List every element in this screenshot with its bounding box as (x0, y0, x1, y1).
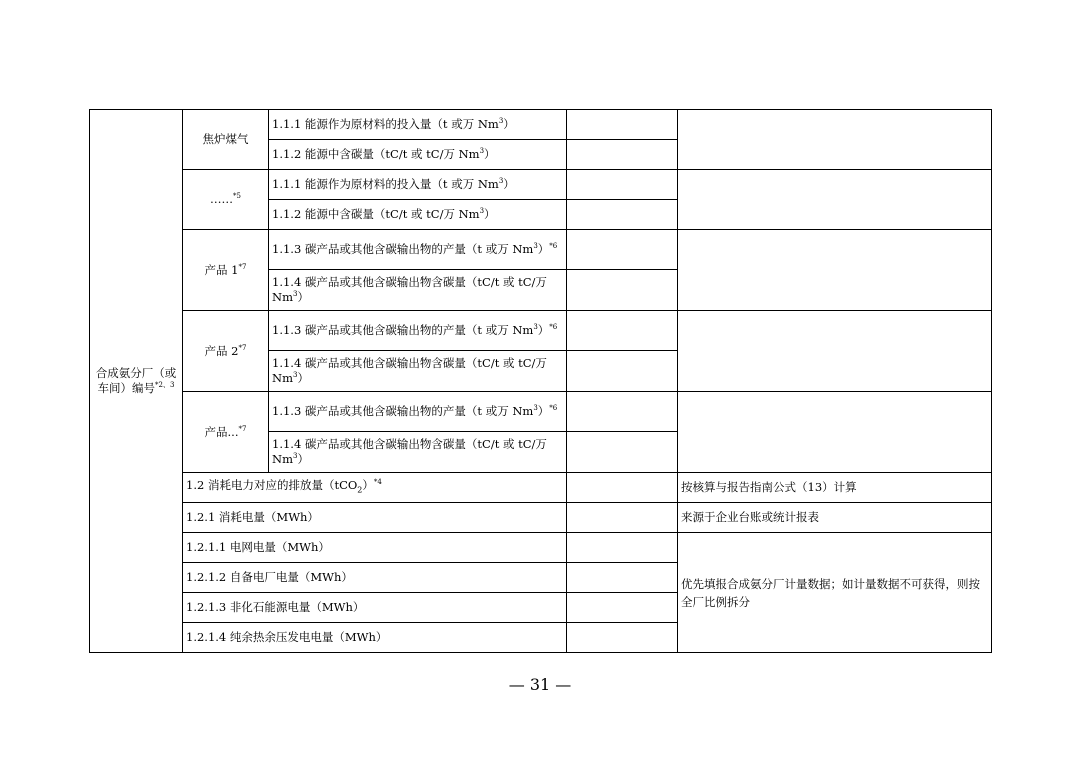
item-label: 1.1.1 能源作为原材料的投入量（t 或万 Nm$^3$） (269, 110, 567, 140)
item-label: 1.1.4 碳产品或其他含碳输出物含碳量（tC/t 或 tC/万 Nm$^3$） (269, 351, 567, 392)
value-cell[interactable] (567, 110, 678, 140)
value-cell[interactable] (567, 140, 678, 170)
value-cell[interactable] (567, 200, 678, 230)
value-cell[interactable] (567, 473, 678, 503)
note-cell (678, 230, 992, 311)
note-cell: 按核算与报告指南公式（13）计算 (678, 473, 992, 503)
value-cell[interactable] (567, 270, 678, 311)
captive-plant-electricity-label: 1.2.1.2 自备电厂电量（MWh） (183, 563, 567, 593)
note-cell (678, 392, 992, 473)
value-cell[interactable] (567, 351, 678, 392)
item-label: 1.1.4 碳产品或其他含碳输出物含碳量（tC/t 或 tC/万 Nm$^3$） (269, 432, 567, 473)
note-cell: 来源于企业台账或统计报表 (678, 503, 992, 533)
grid-electricity-label: 1.2.1.1 电网电量（MWh） (183, 533, 567, 563)
value-cell[interactable] (567, 311, 678, 351)
value-cell[interactable] (567, 533, 678, 563)
emissions-form-table (89, 109, 992, 653)
value-cell[interactable] (567, 230, 678, 270)
value-cell[interactable] (567, 503, 678, 533)
group-name: 产品 1$^{*7}$ (183, 230, 269, 311)
value-cell[interactable] (567, 563, 678, 593)
note-cell (678, 110, 992, 170)
value-cell[interactable] (567, 623, 678, 653)
non-fossil-electricity-label: 1.2.1.3 非化石能源电量（MWh） (183, 593, 567, 623)
item-label: 1.1.3 碳产品或其他含碳输出物的产量（t 或万 Nm$^3$）$^{*6}$ (269, 392, 567, 432)
note-cell (678, 311, 992, 392)
item-label: 1.1.3 碳产品或其他含碳输出物的产量（t 或万 Nm$^3$）$^{*6}$ (269, 311, 567, 351)
group-name: 焦炉煤气 (183, 110, 269, 170)
note-cell: 优先填报合成氨分厂计量数据；如计量数据不可获得，则按全厂比例拆分 (678, 533, 992, 653)
item-label: 1.1.2 能源中含碳量（tC/t 或 tC/万 Nm$^3$） (269, 140, 567, 170)
item-label: 1.1.3 碳产品或其他含碳输出物的产量（t 或万 Nm$^3$）$^{*6}$ (269, 230, 567, 270)
electricity-consumption-label: 1.2.1 消耗电量（MWh） (183, 503, 567, 533)
value-cell[interactable] (567, 392, 678, 432)
group-name: 产品 2$^{*7}$ (183, 311, 269, 392)
value-cell[interactable] (567, 432, 678, 473)
item-label: 1.1.4 碳产品或其他含碳输出物含碳量（tC/t 或 tC/万 Nm$^3$） (269, 270, 567, 311)
electric-emission-label: 1.2 消耗电力对应的排放量$(tCO_2)^{*4}$ (183, 473, 567, 503)
item-label: 1.1.2 能源中含碳量（tC/t 或 tC/万 Nm$^3$） (269, 200, 567, 230)
group-name: 产品...$^{*7}$ (183, 392, 269, 473)
page-number: — 31 — (508, 675, 572, 694)
waste-heat-electricity-label: 1.2.1.4 纯余热余压发电电量（MWh） (183, 623, 567, 653)
group-name: ……$^{*5}$ (183, 170, 269, 230)
value-cell[interactable] (567, 593, 678, 623)
item-label: 1.1.1 能源作为原材料的投入量（t 或万 Nm$^3$） (269, 170, 567, 200)
note-cell (678, 170, 992, 230)
section-label: 合成氨分厂（或车间）编号$^{*2、3}$ (90, 110, 183, 653)
value-cell[interactable] (567, 170, 678, 200)
